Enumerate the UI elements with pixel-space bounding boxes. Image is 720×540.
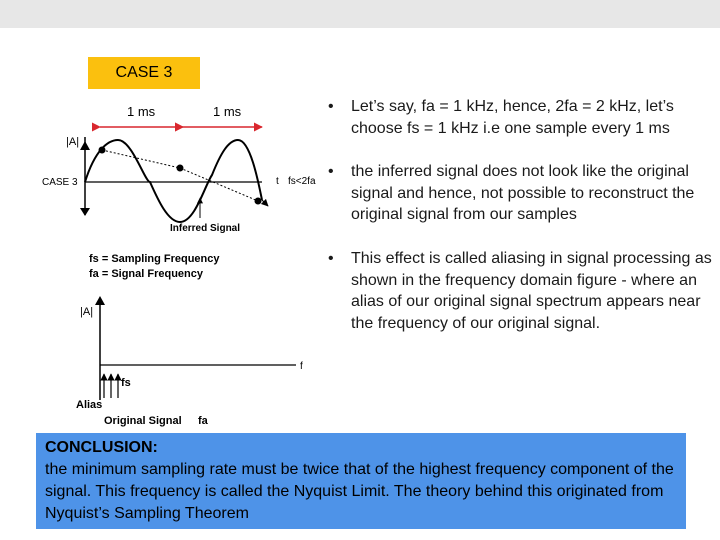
legend-fa: fa = Signal Frequency — [89, 268, 204, 280]
inferred-label: Inferred Signal — [170, 223, 241, 234]
wave-end-arrow — [262, 200, 268, 206]
original-signal-label: Original Signal — [104, 415, 182, 427]
bullet-text: This effect is called aliasing in signal processing as shown in the frequency domain figure - where an alias of our original signal spectrum appears near the frequency of our original signal. — [351, 249, 712, 332]
case-label: CASE 3 — [88, 57, 200, 89]
interval-label-right: 1 ms — [213, 104, 242, 119]
bullet-item: • the inferred signal does not look like the original signal and hence, not possible to reconstruct the original signal from our samples — [328, 163, 695, 224]
bullet-item: • This effect is called aliasing in signal processing as shown in the frequency domain figure - where an alias of our original signal spectrum appears near the frequency of our original signal. — [328, 249, 712, 332]
freq-axis-up-arrow — [95, 296, 105, 305]
bullet-list — [322, 96, 712, 356]
fs-label: fs — [121, 377, 131, 389]
condition-label: fs<2fa — [288, 176, 316, 187]
time-axis-up-arrow — [80, 141, 90, 150]
freq-axis-label: |A| — [80, 306, 94, 318]
sample-point — [255, 198, 262, 205]
sample-point — [177, 165, 184, 172]
bullet-item: • Let’s say, fa = 1 kHz, hence, 2fa = 2 kHz, let’s choose fs = 1 kHz i.e one sample every 1 ms — [328, 98, 674, 137]
inferred-signal-line — [102, 150, 258, 201]
conclusion-box — [36, 433, 686, 529]
interval-label-left: 1 ms — [127, 104, 156, 119]
sample-point — [99, 147, 106, 154]
figure-case-label: CASE 3 — [42, 177, 78, 188]
freq-label: f — [300, 361, 303, 372]
alias-label: Alias — [76, 399, 103, 411]
legend-fs: fs = Sampling Frequency — [89, 253, 220, 265]
time-axis-down-arrow — [80, 208, 90, 216]
time-axis-label: |A| — [66, 136, 80, 148]
bullet-text: the inferred signal does not look like the original signal and hence, not possible to reconstruct the original signal from our samples — [351, 163, 695, 224]
bullet-text: Let’s say, fa = 1 kHz, hence, 2fa = 2 kHz, let’s choose fs = 1 kHz i.e one sample every 1 ms — [351, 98, 674, 137]
sampling-figure — [0, 0, 330, 440]
conclusion-text: the minimum sampling rate must be twice that of the highest frequency component of the signal. This frequency is called the Nyquist Limit. The theory behind this originated from Nyquist’s Sampling Theorem — [45, 461, 674, 522]
fa-label: fa — [198, 415, 208, 427]
time-label: t — [276, 176, 279, 187]
conclusion-title: CONCLUSION: — [45, 439, 158, 456]
